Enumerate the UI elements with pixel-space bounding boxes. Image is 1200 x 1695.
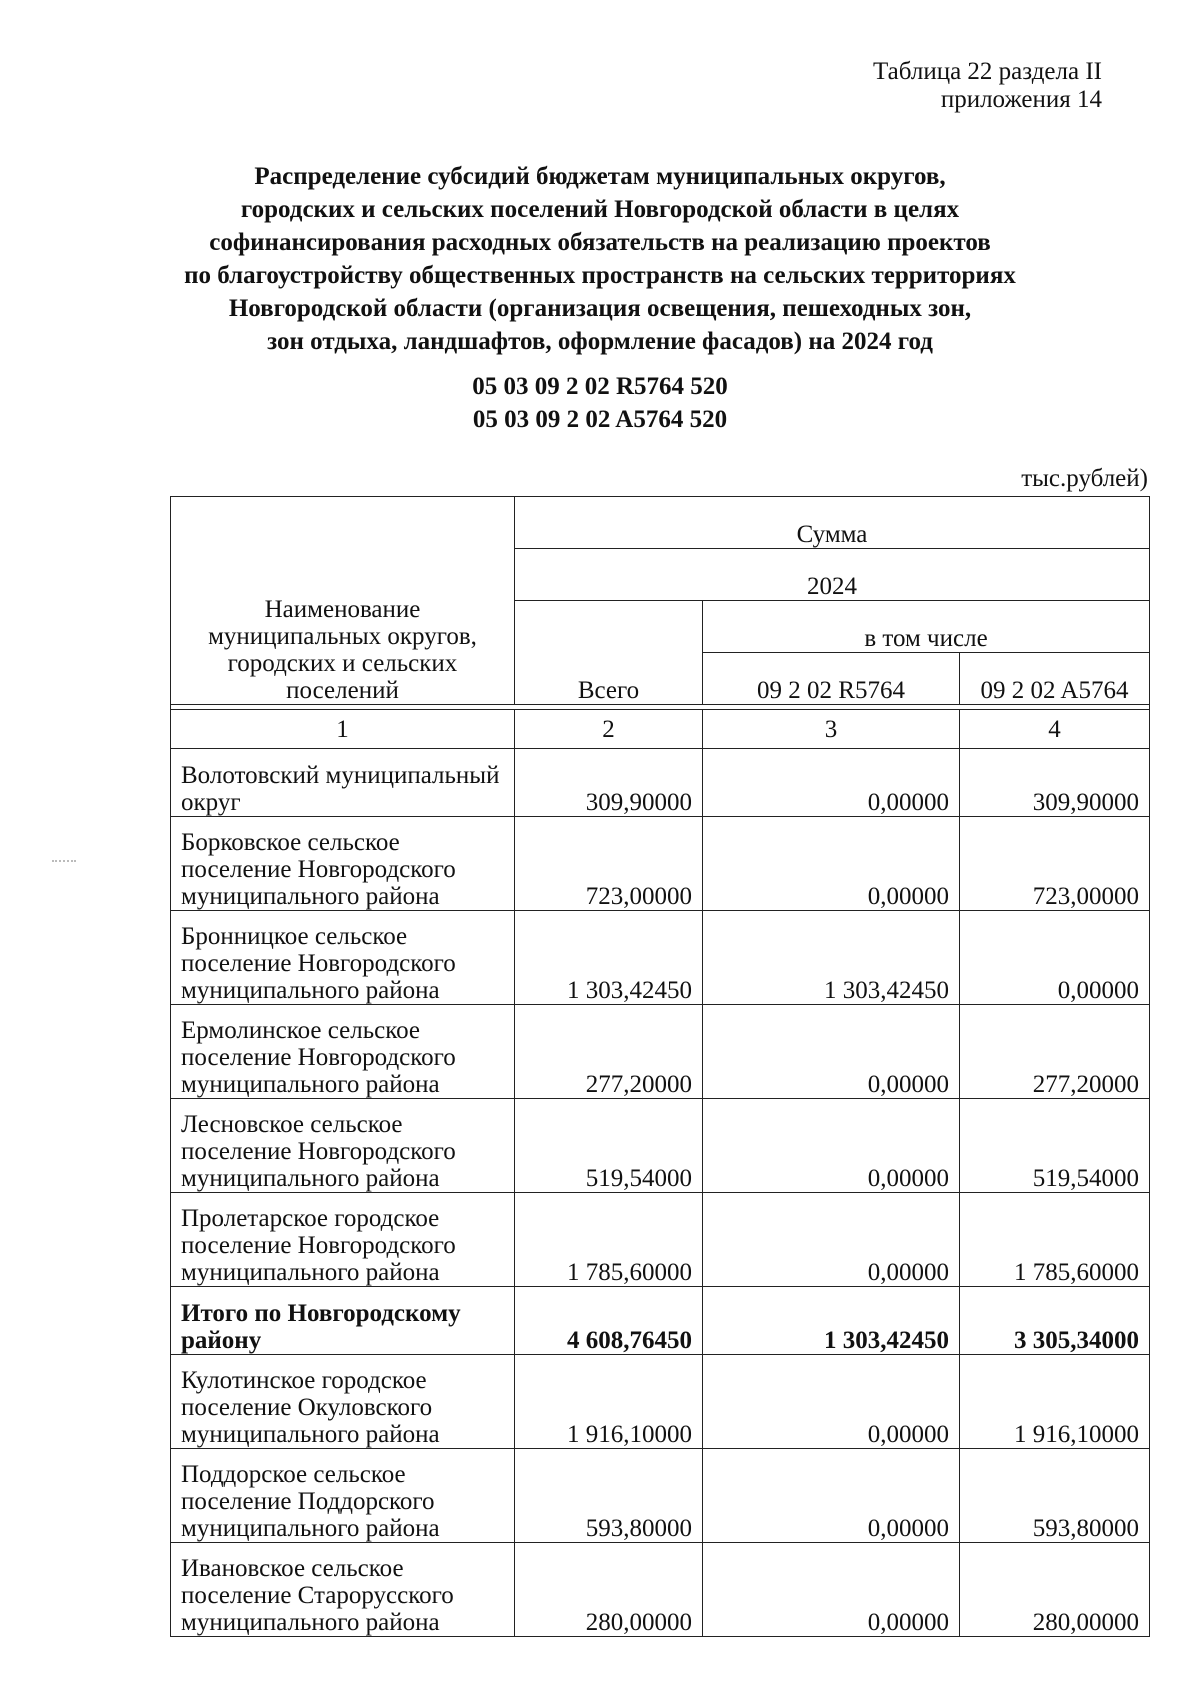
title-line: софинансирования расходных обязательств на реализацию проектов (209, 229, 991, 256)
header-name: Наименование муниципальных округов, городских и сельских поселений (171, 497, 515, 705)
subsidy-table (170, 496, 1150, 1637)
table-row (171, 749, 1150, 817)
table-row (171, 911, 1150, 1005)
title-line: Новгородской области (организация освещения, пешеходных зон, (228, 295, 972, 322)
row-r5764: 0,00000 (703, 1099, 960, 1193)
row-name: Лесновское сельское поселение Новгородского муниципального района (171, 1099, 515, 1193)
budget-codes (200, 370, 1000, 436)
document-title (140, 160, 1060, 358)
table-row (171, 817, 1150, 911)
budget-code: 05 03 09 2 02 A5764 520 (472, 406, 728, 433)
row-name: Поддорское сельское поселение Поддорского муниципального района (171, 1449, 515, 1543)
table-row (171, 1193, 1150, 1287)
row-name: Итого по Новгородскому району (171, 1287, 515, 1355)
title-line: городских и сельских поселений Новгородской области в целях (240, 196, 960, 223)
scan-artifact (52, 860, 76, 865)
column-number: 2 (515, 710, 703, 749)
row-a5764: 309,90000 (960, 749, 1150, 817)
row-a5764: 280,00000 (960, 1543, 1150, 1637)
table-row (171, 1543, 1150, 1637)
row-name: Бронницкое сельское поселение Новгородского муниципального района (171, 911, 515, 1005)
row-a5764: 3 305,34000 (960, 1287, 1150, 1355)
units-label: тыс.рублей) (1021, 465, 1148, 492)
column-number: 1 (171, 710, 515, 749)
header-sum: Сумма (515, 497, 1150, 549)
row-total: 593,80000 (515, 1449, 703, 1543)
row-a5764: 519,54000 (960, 1099, 1150, 1193)
row-a5764: 277,20000 (960, 1005, 1150, 1099)
table-reference-line-1: Таблица 22 раздела II (873, 58, 1102, 85)
header-total: Всего (515, 601, 703, 705)
column-number: 4 (960, 710, 1150, 749)
row-r5764: 0,00000 (703, 1005, 960, 1099)
row-name: Волотовский муниципальный округ (171, 749, 515, 817)
header-code-a5764: 09 2 02 A5764 (960, 653, 1150, 705)
row-total: 723,00000 (515, 817, 703, 911)
row-total: 1 916,10000 (515, 1355, 703, 1449)
budget-code: 05 03 09 2 02 R5764 520 (472, 373, 728, 400)
row-r5764: 0,00000 (703, 1193, 960, 1287)
row-name: Ивановское сельское поселение Старорусского муниципального района (171, 1543, 515, 1637)
row-r5764: 0,00000 (703, 749, 960, 817)
header-year: 2024 (515, 549, 1150, 601)
header-code-r5764: 09 2 02 R5764 (703, 653, 960, 705)
table-row (171, 1449, 1150, 1543)
row-name: Кулотинское городское поселение Окуловского муниципального района (171, 1355, 515, 1449)
row-a5764: 593,80000 (960, 1449, 1150, 1543)
header-including: в том числе (703, 601, 1150, 653)
title-line: зон отдыха, ландшафтов, оформление фасадов) на 2024 год (267, 328, 933, 355)
title-line: Распределение субсидий бюджетам муниципальных округов, (254, 163, 946, 190)
row-a5764: 1 785,60000 (960, 1193, 1150, 1287)
table-row (171, 1005, 1150, 1099)
table-row (171, 1099, 1150, 1193)
row-total: 309,90000 (515, 749, 703, 817)
row-a5764: 1 916,10000 (960, 1355, 1150, 1449)
table-row (171, 1287, 1150, 1355)
row-a5764: 723,00000 (960, 817, 1150, 911)
row-name: Пролетарское городское поселение Новгородского муниципального района (171, 1193, 515, 1287)
row-r5764: 0,00000 (703, 1543, 960, 1637)
row-r5764: 0,00000 (703, 1449, 960, 1543)
row-r5764: 1 303,42450 (703, 911, 960, 1005)
row-total: 277,20000 (515, 1005, 703, 1099)
row-name: Ермолинское сельское поселение Новгородского муниципального района (171, 1005, 515, 1099)
row-r5764: 1 303,42450 (703, 1287, 960, 1355)
row-total: 519,54000 (515, 1099, 703, 1193)
row-total: 4 608,76450 (515, 1287, 703, 1355)
row-name: Борковское сельское поселение Новгородского муниципального района (171, 817, 515, 911)
table-reference-line-2: приложения 14 (940, 86, 1102, 113)
row-r5764: 0,00000 (703, 817, 960, 911)
row-r5764: 0,00000 (703, 1355, 960, 1449)
row-total: 1 303,42450 (515, 911, 703, 1005)
table-reference (873, 58, 1102, 114)
row-total: 1 785,60000 (515, 1193, 703, 1287)
row-total: 280,00000 (515, 1543, 703, 1637)
table-row (171, 1355, 1150, 1449)
column-number: 3 (703, 710, 960, 749)
row-a5764: 0,00000 (960, 911, 1150, 1005)
title-line: по благоустройству общественных пространств на сельских территориях (184, 262, 1016, 289)
